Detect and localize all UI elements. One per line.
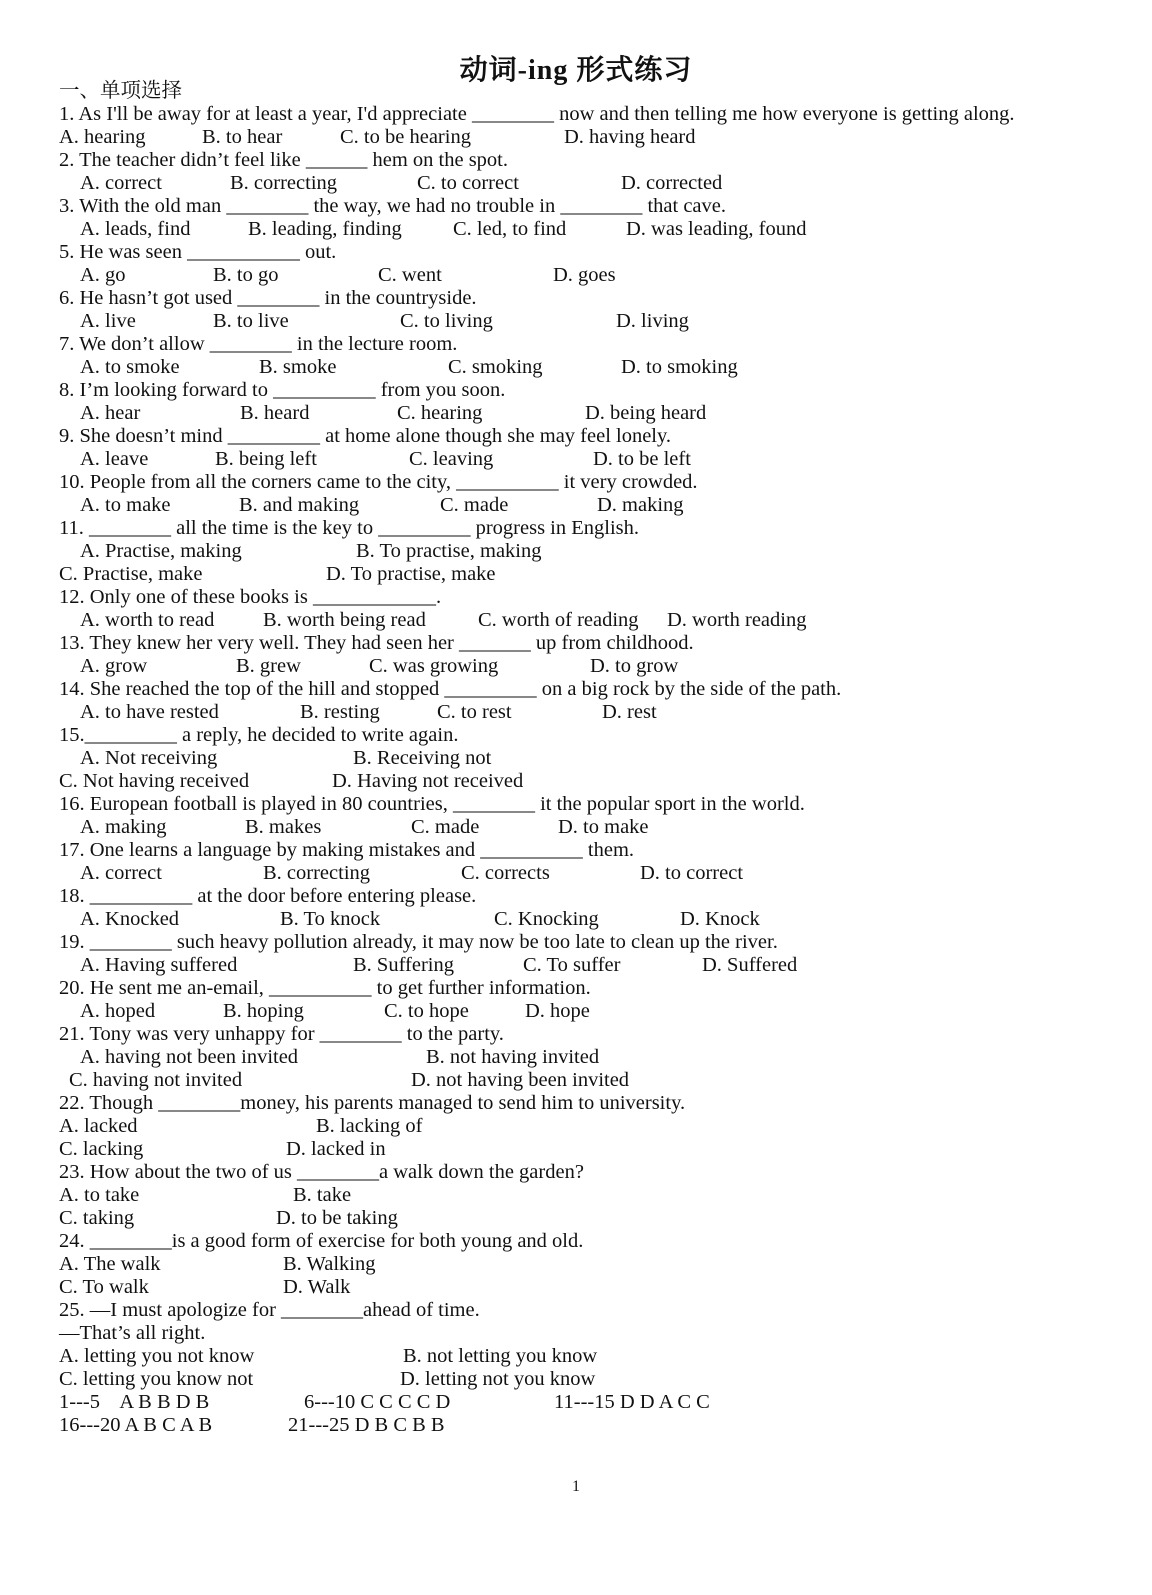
- question-stem: 5. He was seen ___________ out.: [59, 241, 337, 263]
- answer-option: A. worth to read: [80, 609, 215, 631]
- question-stem: 2. The teacher didn’t feel like ______ hem on the spot.: [59, 149, 508, 171]
- answer-option: D. worth reading: [667, 609, 807, 631]
- question-reply: —That’s all right.: [59, 1322, 206, 1344]
- answer-option: C. to be hearing: [340, 126, 471, 148]
- answer-option: C. corrects: [461, 862, 550, 884]
- answer-option: A. leave: [80, 448, 149, 470]
- answer-option: D. Walk: [283, 1276, 351, 1298]
- answer-key: 11---15 D D A C C: [554, 1391, 710, 1413]
- answer-option: B. Suffering: [353, 954, 454, 976]
- answer-option: C. to living: [400, 310, 493, 332]
- answer-option: B. and making: [239, 494, 360, 516]
- answer-option: B. grew: [236, 655, 301, 677]
- answer-option: B. leading, finding: [248, 218, 402, 240]
- answer-option: D. letting not you know: [400, 1368, 596, 1390]
- answer-option: B. worth being read: [263, 609, 426, 631]
- answer-option: B. correcting: [230, 172, 338, 194]
- answer-option: A. Not receiving: [80, 747, 218, 769]
- answer-option: B. Walking: [283, 1253, 376, 1275]
- answer-option: A. Having suffered: [80, 954, 238, 976]
- answer-option: D. to be left: [593, 448, 691, 470]
- question-stem: 20. He sent me an-email, __________ to get further information.: [59, 977, 591, 999]
- answer-option: C. Knocking: [494, 908, 599, 930]
- answer-option: D. Knock: [680, 908, 760, 930]
- question-stem: 8. I’m looking forward to __________ from you soon.: [59, 379, 506, 401]
- answer-option: B. Receiving not: [353, 747, 492, 769]
- answer-option: D. To practise, make: [326, 563, 496, 585]
- answer-option: B. To practise, making: [356, 540, 542, 562]
- question-stem: 9. She doesn’t mind _________ at home alone though she may feel lonely.: [59, 425, 672, 447]
- answer-option: D. not having been invited: [411, 1069, 630, 1091]
- answer-option: A. correct: [80, 172, 162, 194]
- answer-key: 16---20 A B C A B: [59, 1414, 213, 1436]
- answer-option: A. having not been invited: [80, 1046, 299, 1068]
- question-stem: 12. Only one of these books is ____________.: [59, 586, 442, 608]
- answer-option: C. lacking: [59, 1138, 144, 1160]
- answer-option: D. to grow: [590, 655, 679, 677]
- answer-option: B. to hear: [202, 126, 283, 148]
- answer-option: C. leaving: [409, 448, 494, 470]
- page-title: 动词-ing 形式练习: [459, 55, 693, 86]
- answer-option: C. taking: [59, 1207, 135, 1229]
- answer-option: A. The walk: [59, 1253, 161, 1275]
- question-stem: 15._________ a reply, he decided to write again.: [59, 724, 459, 746]
- question-stem: 22. Though ________money, his parents managed to send him to university.: [59, 1092, 686, 1114]
- answer-option: D. Suffered: [702, 954, 798, 976]
- answer-option: C. To walk: [59, 1276, 149, 1298]
- answer-option: C. smoking: [448, 356, 543, 378]
- answer-option: B. lacking of: [316, 1115, 423, 1137]
- answer-option: A. letting you not know: [59, 1345, 255, 1367]
- answer-option: C. Practise, make: [59, 563, 203, 585]
- answer-option: C. made: [411, 816, 480, 838]
- answer-option: B. To knock: [280, 908, 381, 930]
- answer-option: A. to smoke: [80, 356, 180, 378]
- question-stem: 16. European football is played in 80 countries, ________ it the popular sport in the world.: [59, 793, 805, 815]
- answer-option: C. made: [440, 494, 509, 516]
- question-stem: 10. People from all the corners came to the city, __________ it very crowded.: [59, 471, 698, 493]
- question-stem: 14. She reached the top of the hill and stopped _________ on a big rock by the side of the path.: [59, 678, 842, 700]
- answer-option: A. lacked: [59, 1115, 138, 1137]
- answer-option: D. corrected: [621, 172, 723, 194]
- answer-key: 21---25 D B C B B: [288, 1414, 445, 1436]
- answer-option: B. correcting: [263, 862, 371, 884]
- answer-option: C. went: [378, 264, 442, 286]
- question-stem: 25. —I must apologize for ________ahead of time.: [59, 1299, 480, 1321]
- answer-option: D. to be taking: [276, 1207, 398, 1229]
- answer-option: C. to hope: [384, 1000, 469, 1022]
- answer-option: C. to rest: [437, 701, 512, 723]
- answer-option: A. to have rested: [80, 701, 219, 723]
- answer-option: B. take: [293, 1184, 352, 1206]
- answer-option: B. to live: [213, 310, 289, 332]
- answer-option: D. to smoking: [621, 356, 738, 378]
- answer-key: 1---5 A B B D B: [59, 1391, 210, 1413]
- answer-key: 6---10 C C C C D: [304, 1391, 451, 1413]
- answer-option: D. making: [597, 494, 684, 516]
- answer-option: A. grow: [80, 655, 148, 677]
- answer-option: B. makes: [245, 816, 322, 838]
- answer-option: A. hoped: [80, 1000, 156, 1022]
- answer-option: C. to correct: [417, 172, 519, 194]
- answer-option: C. led, to find: [453, 218, 567, 240]
- answer-option: A. hear: [80, 402, 141, 424]
- answer-option: D. having heard: [564, 126, 696, 148]
- answer-option: D. to correct: [640, 862, 744, 884]
- answer-option: B. smoke: [259, 356, 337, 378]
- question-stem: 7. We don’t allow ________ in the lecture room.: [59, 333, 458, 355]
- question-stem: 17. One learns a language by making mistakes and __________ them.: [59, 839, 635, 861]
- answer-option: B. hoping: [223, 1000, 304, 1022]
- answer-option: D. hope: [525, 1000, 590, 1022]
- answer-option: C. was growing: [369, 655, 499, 677]
- answer-option: A. leads, find: [80, 218, 191, 240]
- answer-option: D. living: [616, 310, 689, 332]
- answer-option: D. lacked in: [286, 1138, 386, 1160]
- answer-option: D. was leading, found: [626, 218, 807, 240]
- answer-option: B. to go: [213, 264, 279, 286]
- answer-option: B. not having invited: [426, 1046, 600, 1068]
- answer-option: B. not letting you know: [403, 1345, 598, 1367]
- answer-option: A. to take: [59, 1184, 140, 1206]
- answer-option: A. making: [80, 816, 167, 838]
- answer-option: A. correct: [80, 862, 162, 884]
- section-heading: 一、单项选择: [59, 80, 182, 102]
- question-stem: 18. __________ at the door before entering please.: [59, 885, 477, 907]
- question-stem: 24. ________is a good form of exercise for both young and old.: [59, 1230, 584, 1252]
- question-stem: 23. How about the two of us ________a walk down the garden?: [59, 1161, 584, 1183]
- answer-option: C. Not having received: [59, 770, 250, 792]
- answer-option: A. go: [80, 264, 126, 286]
- answer-option: D. goes: [553, 264, 616, 286]
- answer-option: A. to make: [80, 494, 171, 516]
- answer-option: C. hearing: [397, 402, 483, 424]
- answer-option: A. Practise, making: [80, 540, 242, 562]
- question-stem: 19. ________ such heavy pollution already, it may now be too late to clean up the river.: [59, 931, 778, 953]
- answer-option: C. letting you know not: [59, 1368, 254, 1390]
- answer-option: B. resting: [300, 701, 380, 723]
- answer-option: B. heard: [240, 402, 310, 424]
- answer-option: C. worth of reading: [478, 609, 639, 631]
- answer-option: D. Having not received: [332, 770, 524, 792]
- answer-option: A. Knocked: [80, 908, 180, 930]
- answer-option: D. to make: [558, 816, 649, 838]
- answer-option: C. having not invited: [69, 1069, 243, 1091]
- answer-option: B. being left: [215, 448, 317, 470]
- question-stem: 11. ________ all the time is the key to _________ progress in English.: [59, 517, 640, 539]
- question-stem: 13. They knew her very well. They had seen her _______ up from childhood.: [59, 632, 694, 654]
- answer-option: D. being heard: [585, 402, 707, 424]
- answer-option: A. live: [80, 310, 136, 332]
- answer-option: D. rest: [602, 701, 657, 723]
- page-number: 1: [572, 1478, 580, 1495]
- answer-option: A. hearing: [59, 126, 146, 148]
- question-stem: 1. As I'll be away for at least a year, I'd appreciate ________ now and then telling me how everyone is getting along.: [59, 103, 1015, 125]
- question-stem: 3. With the old man ________ the way, we had no trouble in ________ that cave.: [59, 195, 727, 217]
- question-stem: 6. He hasn’t got used ________ in the countryside.: [59, 287, 477, 309]
- question-stem: 21. Tony was very unhappy for ________ to the party.: [59, 1023, 504, 1045]
- answer-option: C. To suffer: [523, 954, 621, 976]
